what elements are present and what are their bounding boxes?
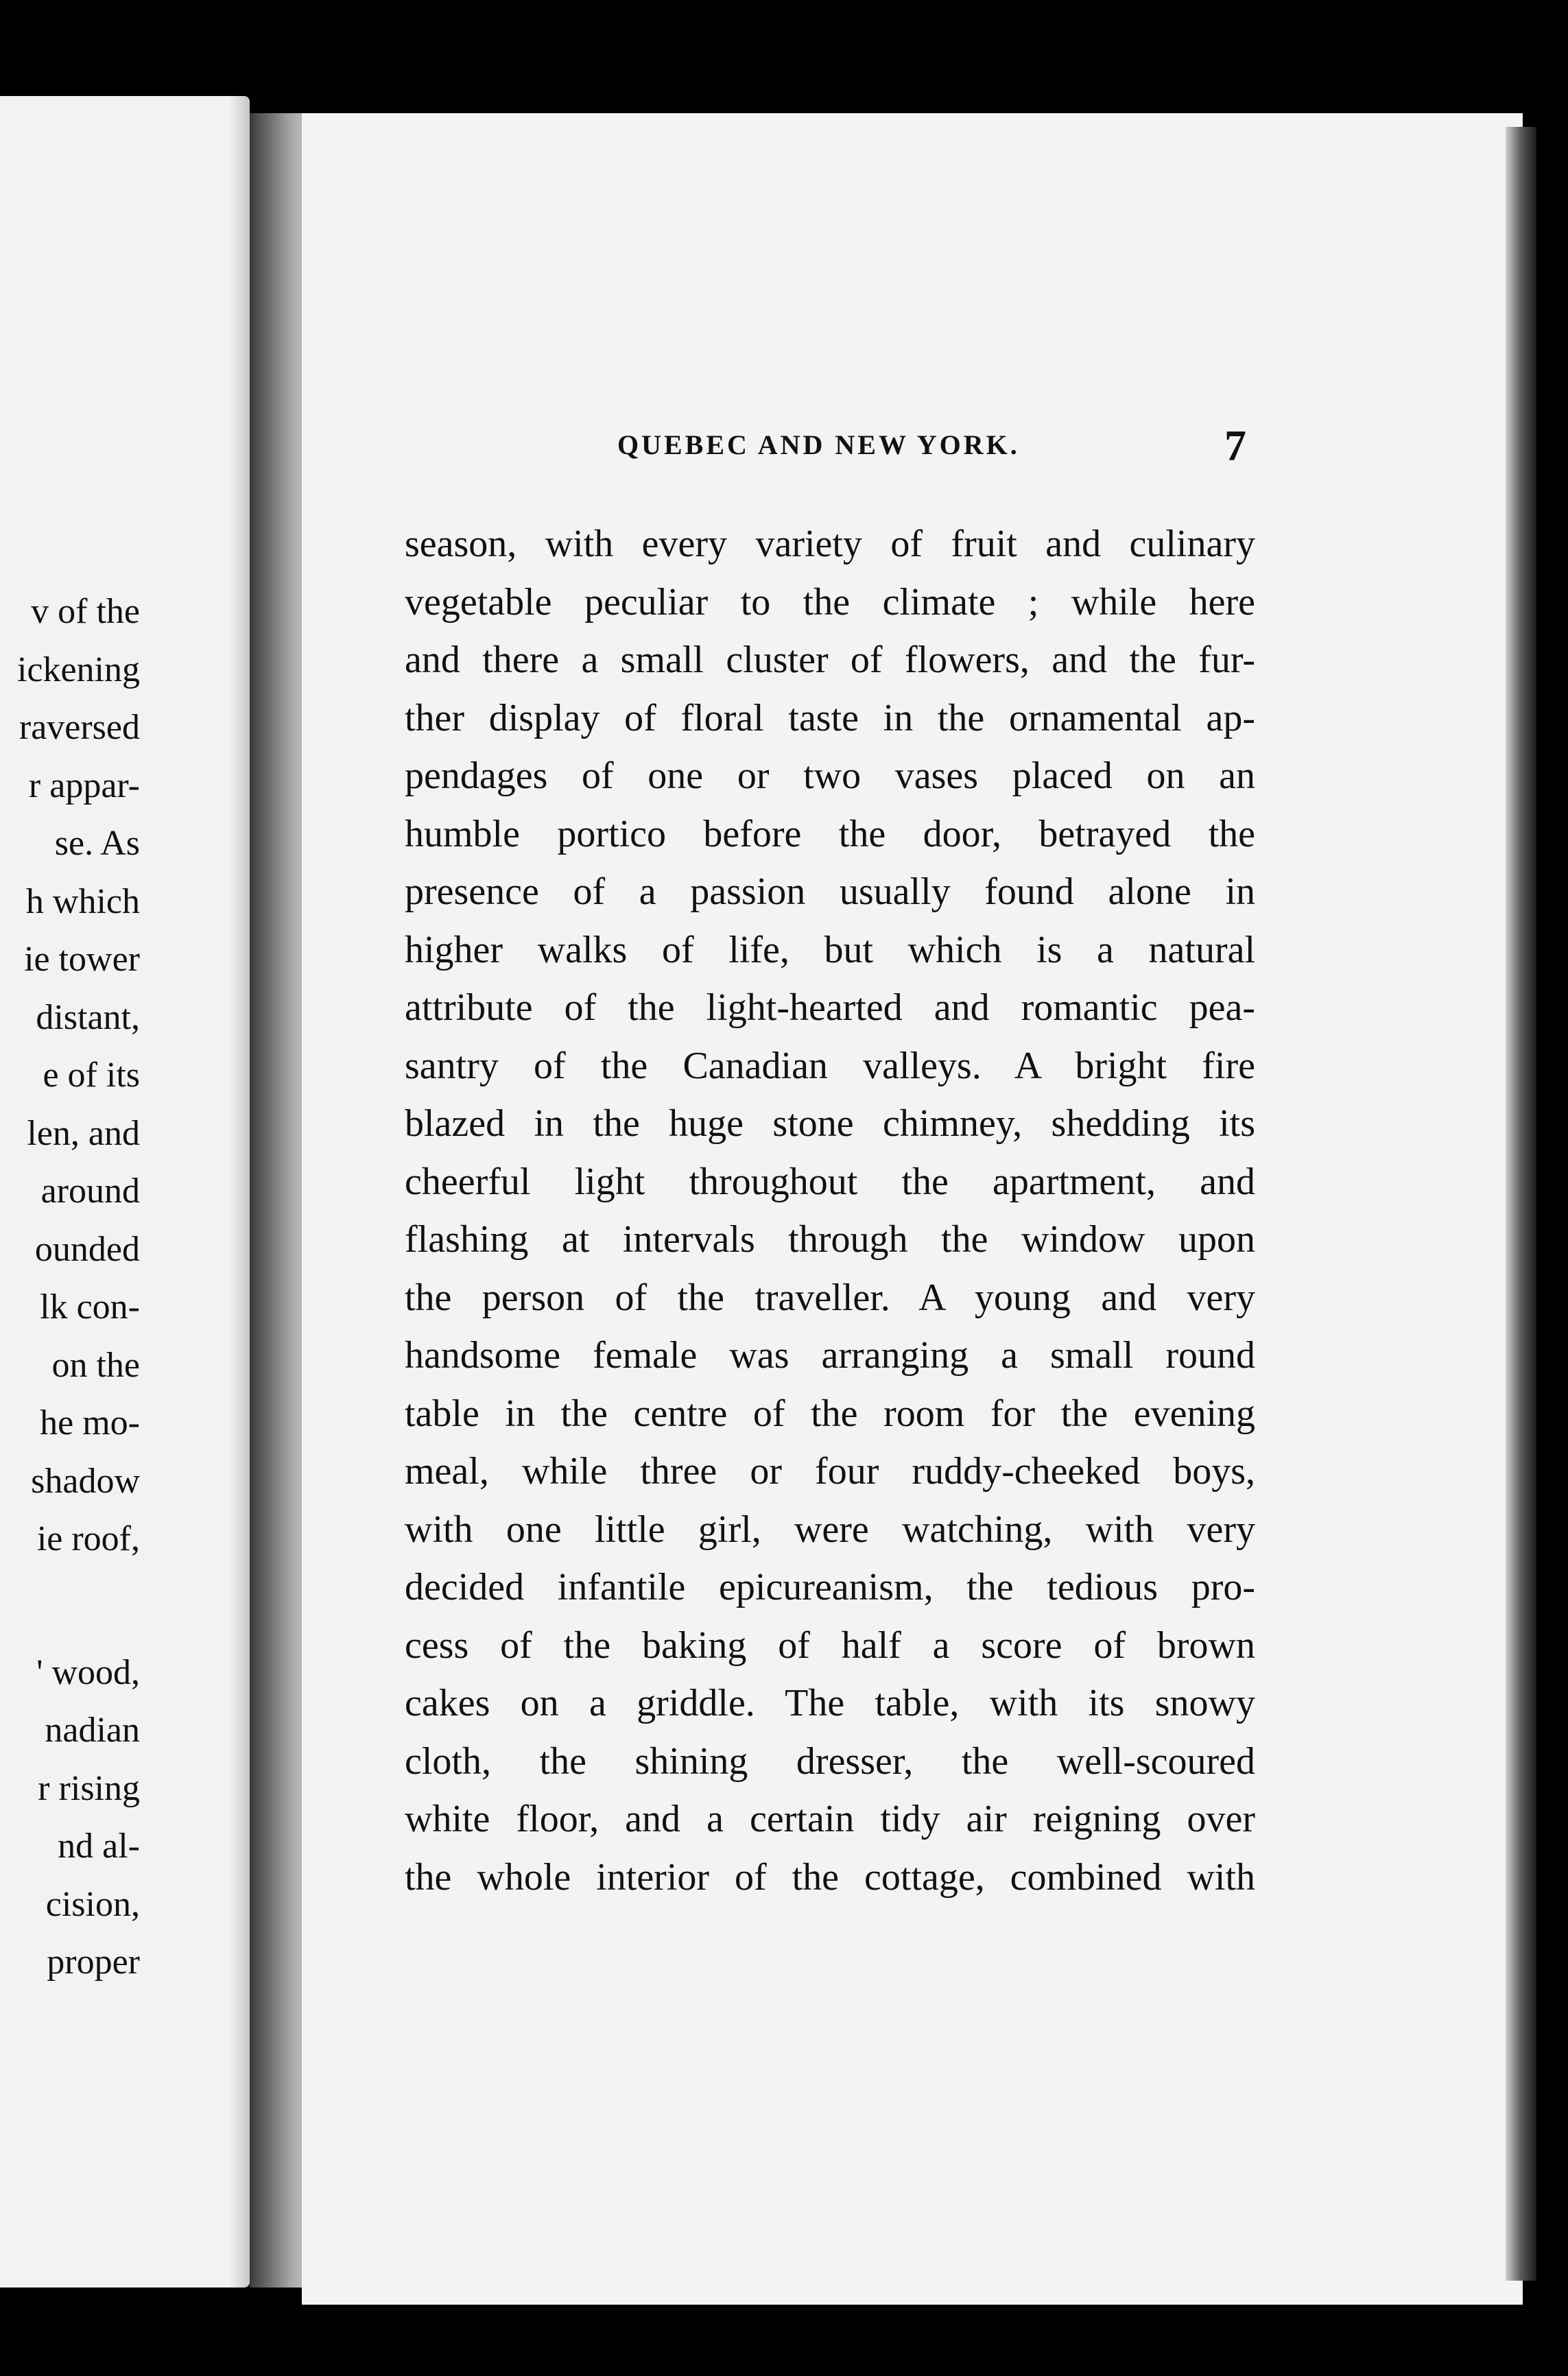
- facing-line: ' wood,: [36, 1652, 140, 1692]
- text-line: ther display of floral taste in the ornamental ap-: [405, 696, 1255, 739]
- facing-line: ie roof,: [36, 1519, 140, 1558]
- facing-line: ie tower: [24, 940, 140, 979]
- facing-line: around: [40, 1172, 140, 1211]
- facing-line: e of its: [43, 1056, 140, 1095]
- facing-page-left: [0, 96, 250, 2288]
- facing-line: nadian: [45, 1711, 140, 1750]
- facing-line: lk con-: [40, 1287, 140, 1327]
- text-line: handsome female was arranging a small round: [405, 1334, 1255, 1377]
- running-title: QUEBEC AND NEW YORK.: [617, 429, 1020, 460]
- text-line: with one little girl, were watching, with very: [405, 1508, 1255, 1551]
- page-number: 7: [1224, 421, 1246, 470]
- text-line: white floor, and a certain tidy air reigning over: [405, 1798, 1255, 1840]
- facing-line: len, and: [27, 1113, 140, 1153]
- facing-line: ounded: [34, 1229, 140, 1269]
- facing-line: cision,: [45, 1884, 140, 1924]
- facing-gap: [0, 1569, 140, 1644]
- text-line: decided infantile epicureanism, the tedious pro-: [405, 1566, 1255, 1608]
- text-line: pendages of one or two vases placed on an: [405, 755, 1255, 797]
- running-head: [302, 421, 1523, 511]
- body-text: [405, 515, 1255, 1906]
- text-line: meal, while three or four ruddy-cheeked boys,: [405, 1450, 1255, 1493]
- facing-line: h which: [25, 881, 140, 921]
- text-line: humble portico before the door, betrayed the: [405, 812, 1255, 855]
- text-line: flashing at intervals through the window upon: [405, 1218, 1255, 1261]
- page-shadow: [229, 96, 250, 2288]
- text-line: cheerful light throughout the apartment, and: [405, 1160, 1255, 1203]
- text-line: cloth, the shining dresser, the well-scoured: [405, 1739, 1255, 1783]
- facing-line: he mo-: [40, 1403, 140, 1442]
- text-line: season, with every variety of fruit and culinary: [405, 523, 1255, 565]
- text-line: cakes on a griddle. The table, with its snowy: [405, 1682, 1255, 1724]
- page-right: [302, 113, 1523, 2305]
- facing-line: shadow: [31, 1461, 140, 1501]
- facing-line: ickening: [16, 650, 140, 689]
- facing-line: se. As: [54, 824, 140, 863]
- facing-line: raversed: [19, 708, 140, 747]
- facing-line: on the: [51, 1345, 140, 1385]
- text-line: the whole interior of the cottage, combined with: [405, 1855, 1255, 1899]
- text-line: presence of a passion usually found alone in: [405, 870, 1255, 913]
- text-line: the person of the traveller. A young and very: [405, 1276, 1255, 1319]
- text-line: vegetable peculiar to the climate ; while here: [405, 580, 1255, 623]
- text-line: attribute of the light-hearted and romantic pea-: [405, 986, 1255, 1029]
- facing-line: r appar-: [28, 765, 140, 805]
- text-line: santry of the Canadian valleys. A bright fire: [405, 1044, 1255, 1087]
- facing-line: distant,: [36, 997, 140, 1037]
- facing-line: r rising: [38, 1768, 140, 1808]
- text-line: blazed in the huge stone chimney, shedding its: [405, 1102, 1255, 1145]
- facing-line: proper: [47, 1943, 140, 1982]
- facing-line: v of the: [31, 592, 140, 631]
- text-line: and there a small cluster of flowers, and the fur-: [405, 639, 1255, 681]
- text-line: higher walks of life, but which is a natural: [405, 928, 1255, 971]
- text-line: cess of the baking of half a score of brown: [405, 1624, 1255, 1667]
- text-line: table in the centre of the room for the evening: [405, 1392, 1255, 1435]
- facing-line: nd al-: [58, 1827, 140, 1866]
- facing-page-text: [0, 583, 140, 1992]
